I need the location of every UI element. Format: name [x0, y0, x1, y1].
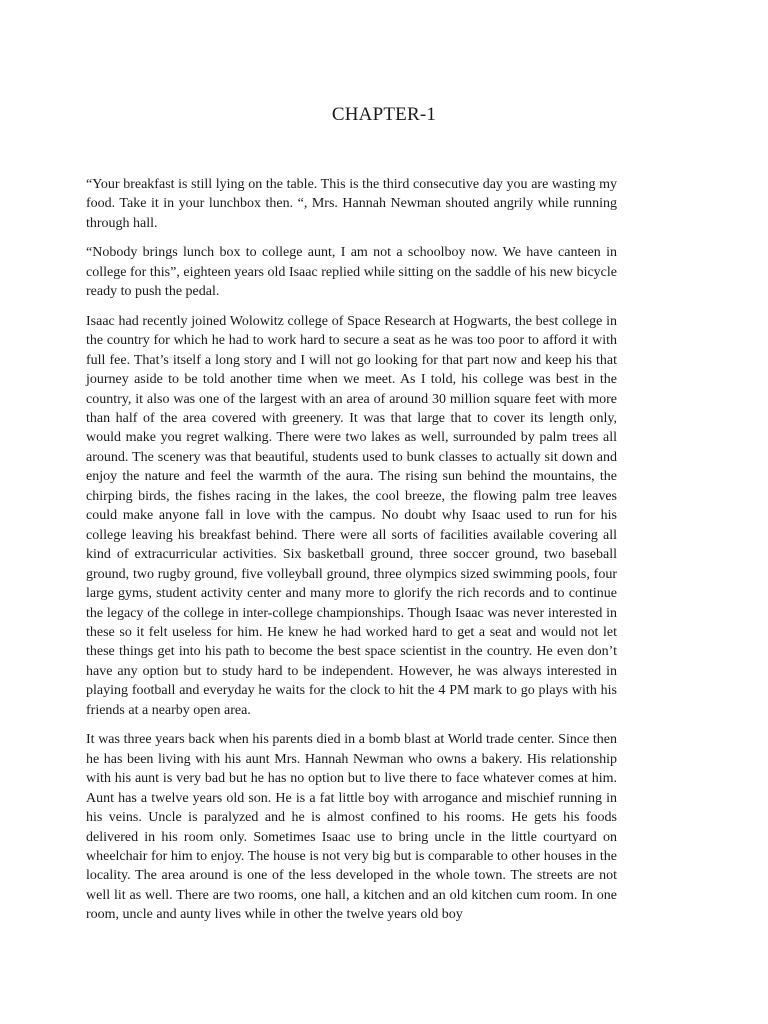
paragraph: Isaac had recently joined Wolowitz college of Space Research at Hogwarts, the best college in the country for which he had to work hard to secure a seat as he was too poor to afford it with full fee. That’s itself a long story and I will not go looking for that part now and keep his that journey aside to be told another time when we meet. As I told, his college was best in the country, it also was one of the largest with an area of around 30 million square feet with more than half of the area covered with greenery. It was that large that to cover its length only, would make you regret walking. There were two lakes as well, surrounded by palm trees all around. The scenery was that beautiful, students used to bunk classes to actually sit down and enjoy the nature and feel the warmth of the aura. The rising sun behind the mountains, the chirping birds, the fishes racing in the lakes, the cool breeze, the flowing palm tree leaves could make anyone fall in love with the campus. No doubt why Isaac used to run for his college leaving his breakfast behind. There were all sorts of facilities available covering all kind of extracurricular activities. Six basketball ground, three soccer ground, two baseball ground, two rugby ground, five volleyball ground, three olympics sized swimming pools, four large gyms, student activity center and many more to glorify the rich records and to continue the legacy of the college in inter-college championships. Though Isaac was never interested in these so it felt useless for him. He knew he had worked hard to get a seat and would not let these things get into his path to become the best space scientist in the country. He even don’t have any option but to study hard to be independent. However, he was always interested in playing football and everyday he waits for the clock to hit the 4 PM mark to go plays with his friends at a nearby open area.	[86, 313, 617, 718]
paragraph: “Nobody brings lunch box to college aunt, I am not a schoolboy now. We have canteen in college for this”, eighteen years old Isaac replied while sitting on the saddle of his new bicycle ready to push the pedal.	[86, 245, 617, 300]
chapter-body	[86, 175, 617, 935]
paragraph: It was three years back when his parents died in a bomb blast at World trade center. Since then he has been living with his aunt Mrs. Hannah Newman who owns a bakery. His relationship with his aunt is very bad but he has no option but to live there to face whatever comes at him. Aunt has a twelve years old son. He is a fat little boy with arrogance and mischief running in his veins. Uncle is paralyzed and he is almost confined to his rooms. He gets his foods delivered in his room only. Sometimes Isaac use to bring uncle in the little courtyard on wheelchair for him to enjoy. The house is not very big but is comparable to other houses in the locality. The area around is one of the less developed in the whole town. The streets are not well lit as well. There are two rooms, one hall, a kitchen and an old kitchen cum room. In one room, uncle and aunty lives while in other the twelve years old boy	[86, 732, 617, 923]
chapter-title: CHAPTER-1	[331, 104, 437, 125]
paragraph: “Your breakfast is still lying on the table. This is the third consecutive day you are wasting my food. Take it in your lunchbox then. “, Mrs. Hannah Newman shouted angrily while running through hall.	[86, 177, 617, 231]
